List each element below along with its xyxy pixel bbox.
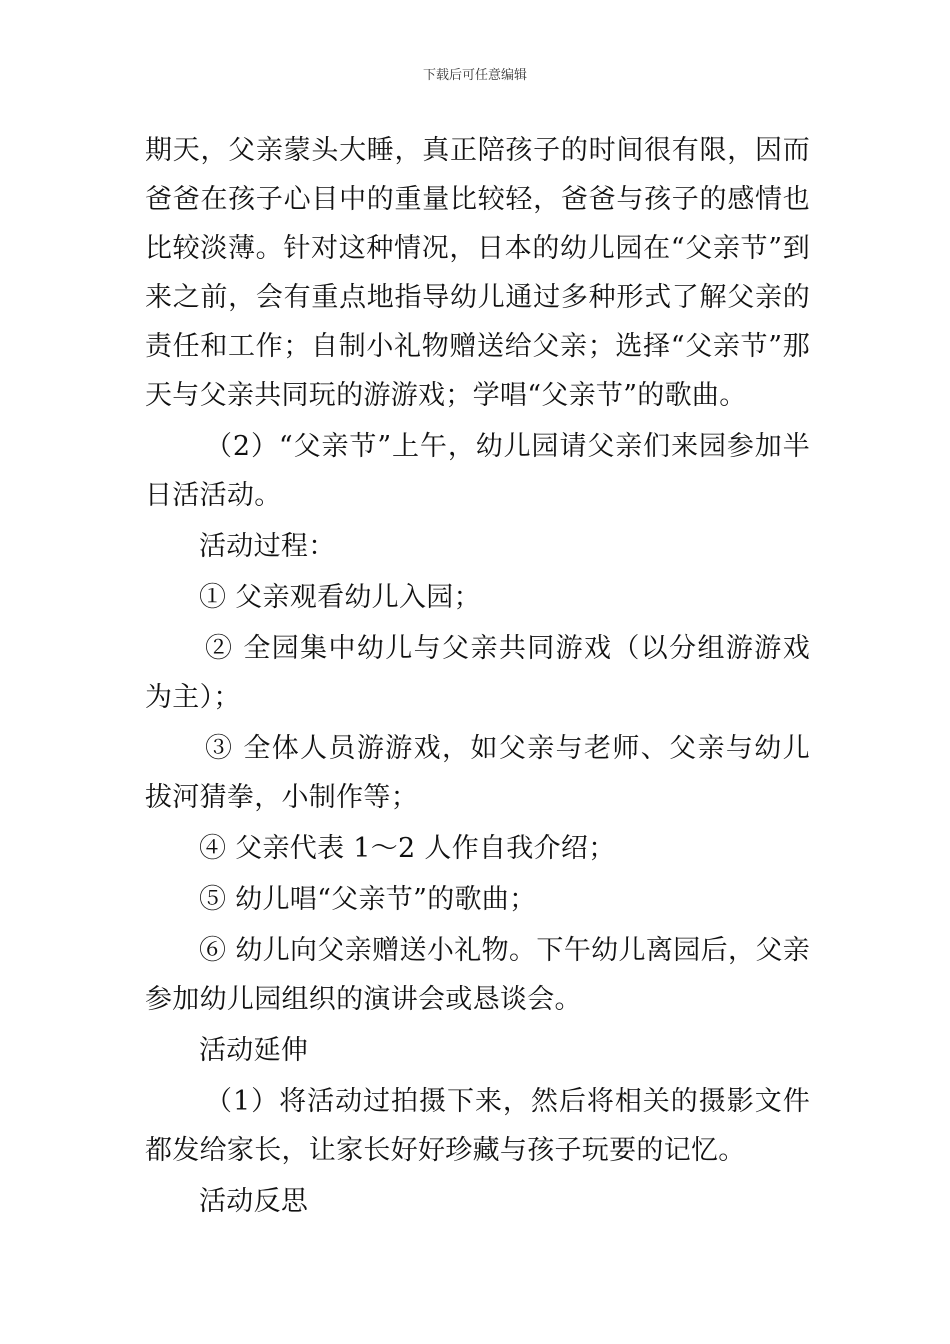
list-item-step-2: ② 全园集中幼儿与父亲共同游戏（以分组游游戏为主）； [145, 633, 810, 713]
paragraph-extension-1: （1）将活动过拍摄下来，然后将相关的摄影文件都发给家长，让家长好好珍藏与孩子玩要的记忆。 [145, 1086, 810, 1166]
list-item-step-5: ⑤ 幼儿唱“父亲节”的歌曲； [199, 884, 537, 915]
heading-activity-reflection: 活动反思 [199, 1186, 309, 1217]
paragraph-morning-activity: （2）“父亲节”上午，幼儿园请父亲们来园参加半日活活动。 [145, 431, 810, 511]
list-item-step-6: ⑥ 幼儿向父亲赠送小礼物。下午幼儿离园后，父亲参加幼儿园组织的演讲会或恳谈会。 [145, 935, 810, 1015]
document-body [145, 126, 810, 1226]
list-item-step-3: ③ 全体人员游游戏，如父亲与老师、父亲与幼儿拔河猜拳，小制作等； [145, 733, 810, 813]
page-header: 下载后可任意编辑 [422, 68, 527, 83]
list-item-step-4: ④ 父亲代表 1～2 人作自我介绍； [199, 833, 616, 864]
list-item-step-1: ① 父亲观看幼儿入园； [199, 582, 481, 613]
heading-activity-process: 活动过程： [199, 531, 336, 562]
heading-activity-extension: 活动延伸 [199, 1035, 309, 1066]
paragraph-father-day-intro: 期天，父亲蒙头大睡，真正陪孩子的时间很有限，因而爸爸在孩子心目中的重量比较轻，爸爸与孩子的感情也比较淡薄。针对这种情况，日本的幼儿园在“父亲节”到来之前，会有重点地指导幼儿通过多种形式了解父亲的责任和工作；自制小礼物赠送给父亲；选择“父亲节”那天与父亲共同玩的游游戏；学唱“父亲节”的歌曲。 [145, 135, 810, 411]
